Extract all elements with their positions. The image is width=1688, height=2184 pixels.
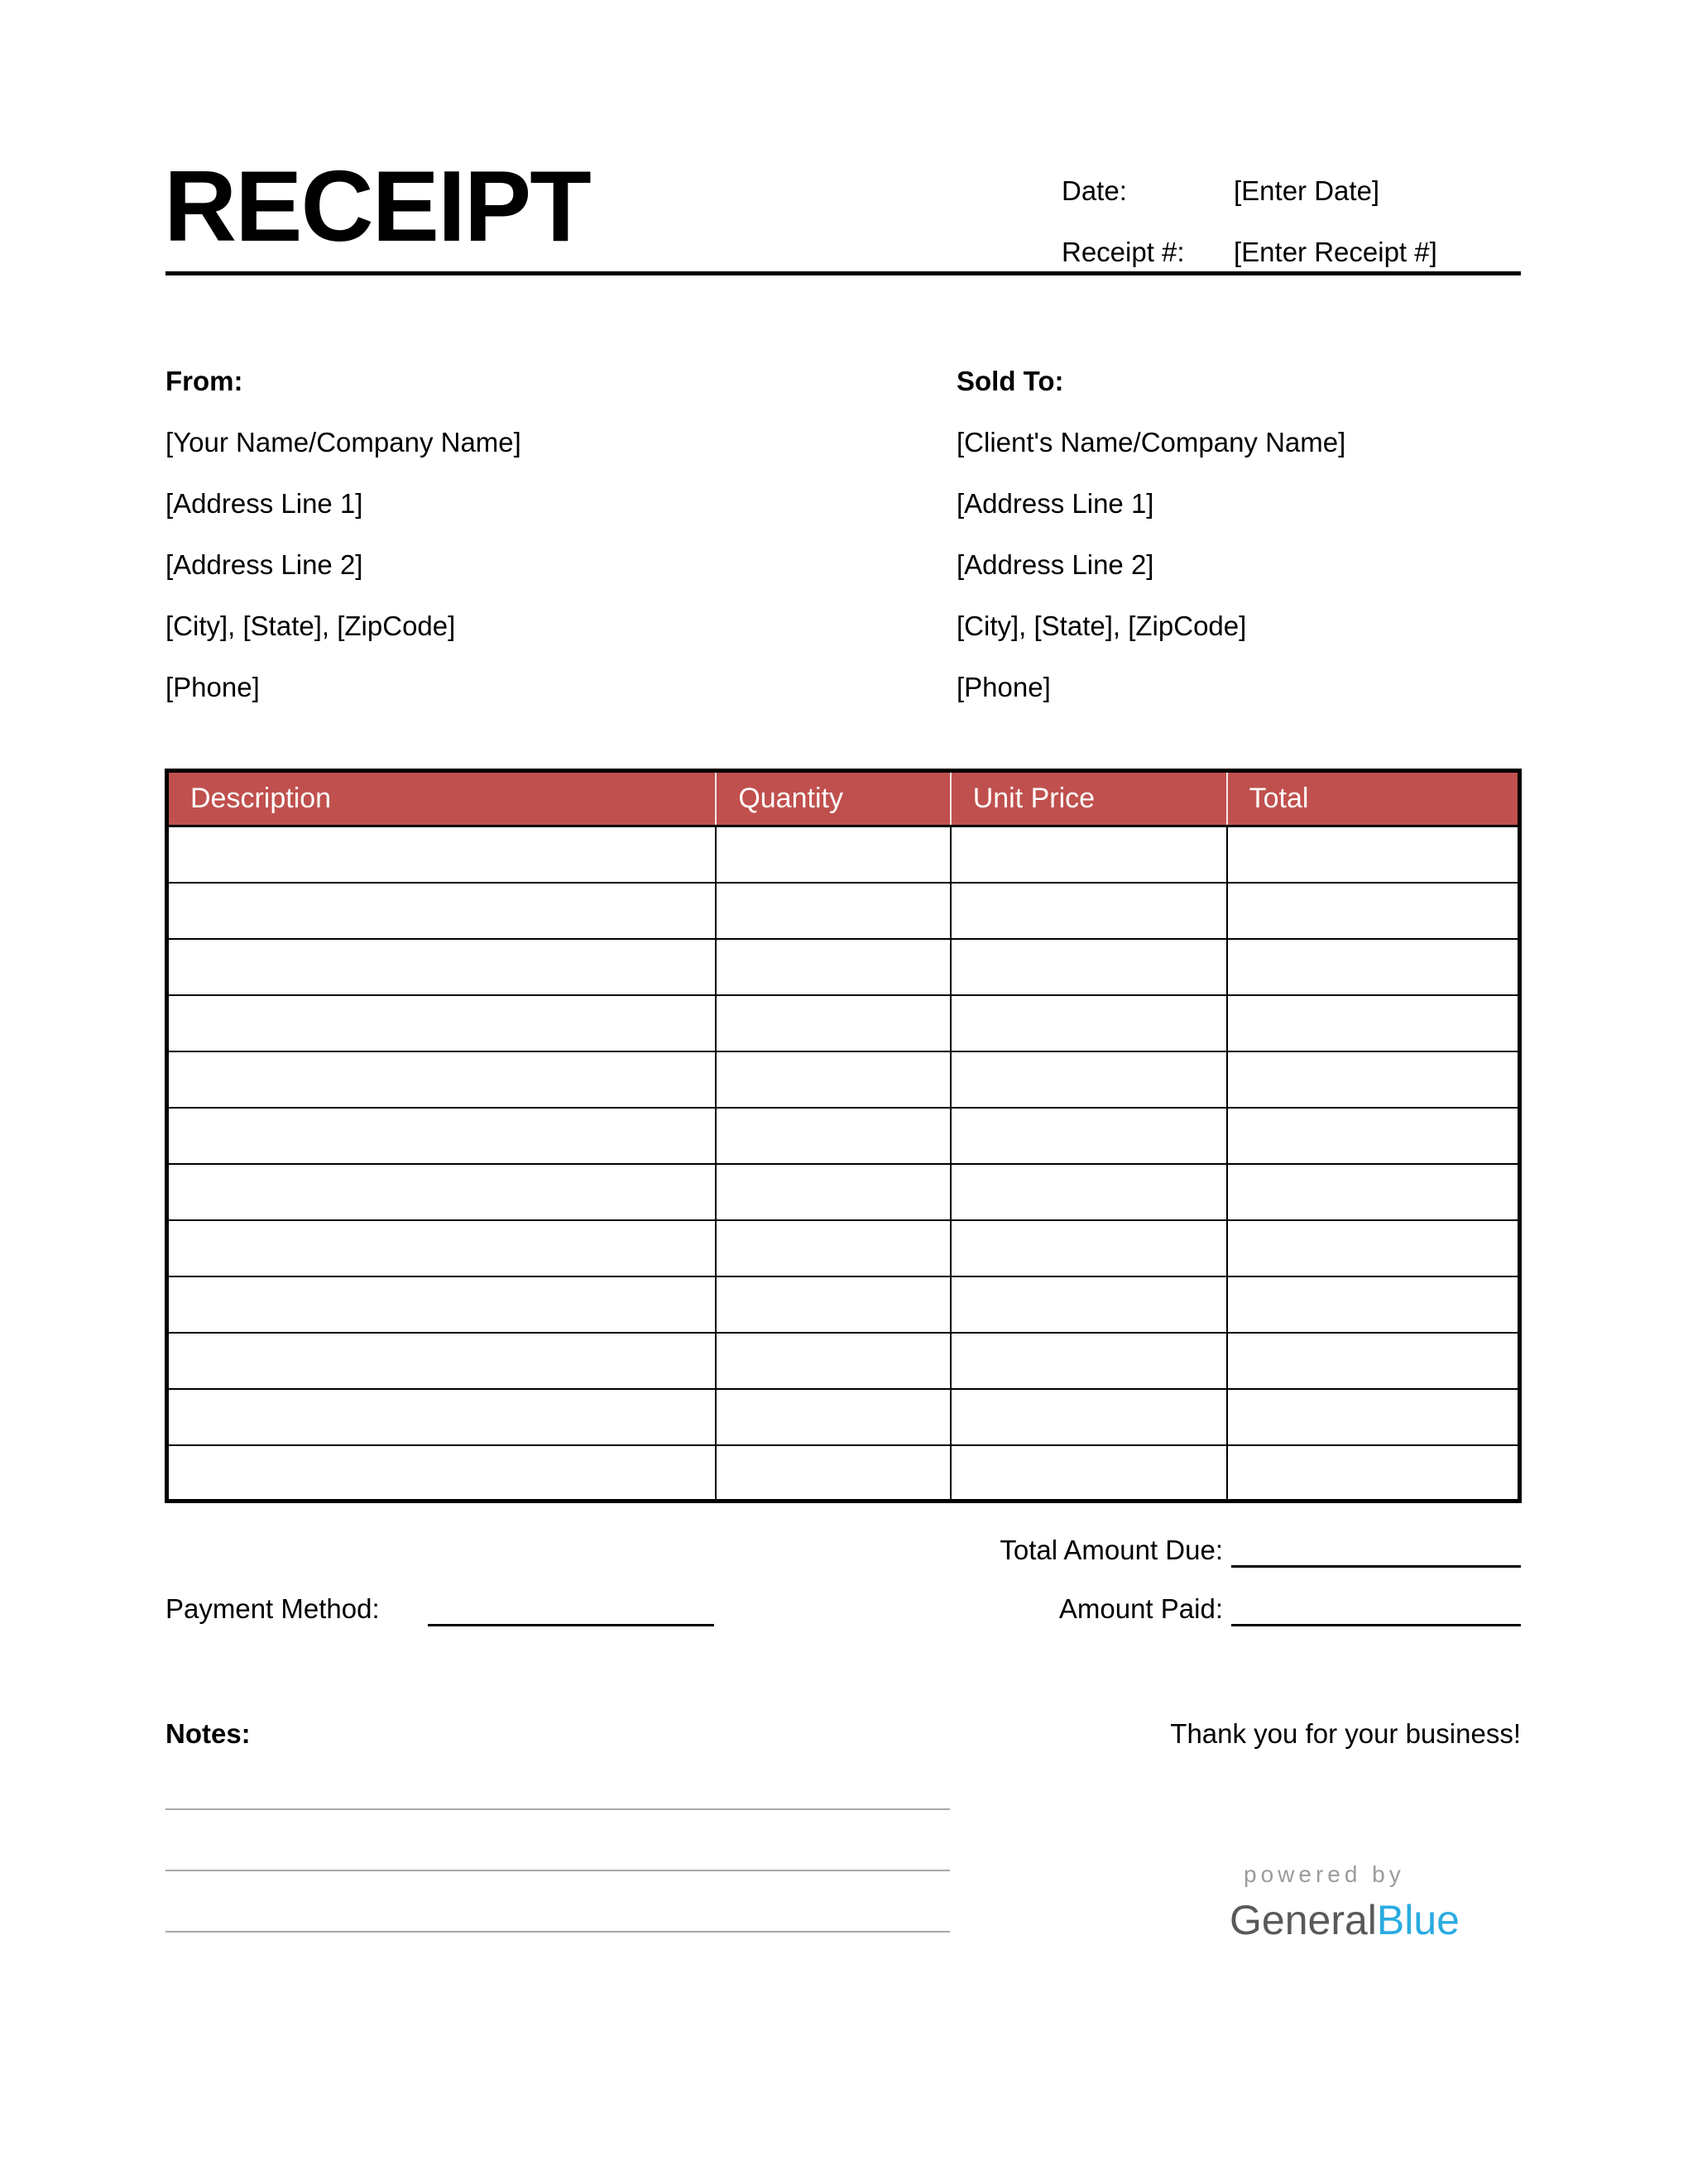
table-cell[interactable] [167, 1164, 717, 1220]
thank-you-message: Thank you for your business! [1170, 1718, 1521, 1749]
notes-ruled-line[interactable] [165, 1931, 950, 1933]
table-cell[interactable] [167, 1220, 717, 1276]
table-cell[interactable] [1227, 939, 1520, 995]
total-amount-due-field[interactable] [1231, 1533, 1521, 1568]
table-cell[interactable] [716, 1276, 950, 1333]
table-cell[interactable] [167, 1051, 717, 1108]
table-cell[interactable] [951, 939, 1227, 995]
table-cell[interactable] [716, 1108, 950, 1164]
table-cell[interactable] [951, 1445, 1227, 1502]
table-cell[interactable] [951, 1333, 1227, 1389]
amount-paid-field[interactable] [1231, 1592, 1521, 1626]
table-empty-row [167, 1276, 1520, 1333]
sold-to-address2-field[interactable]: [Address Line 2] [957, 549, 1154, 580]
page-title: RECEIPT [164, 150, 590, 262]
table-cell[interactable] [1227, 1220, 1520, 1276]
table-cell[interactable] [951, 1051, 1227, 1108]
column-header-description: Description [167, 771, 717, 826]
table-cell[interactable] [1227, 1276, 1520, 1333]
date-value-field[interactable]: [Enter Date] [1234, 175, 1380, 206]
receipt-number-label: Receipt #: [1062, 237, 1185, 267]
sold-to-city-field[interactable]: [City], [State], [ZipCode] [957, 611, 1247, 641]
table-cell[interactable] [1227, 1445, 1520, 1502]
brand-blue-text: Blue [1376, 1897, 1460, 1943]
table-cell[interactable] [1227, 826, 1520, 883]
table-empty-row [167, 1333, 1520, 1389]
table-empty-row [167, 1108, 1520, 1164]
table-cell[interactable] [1227, 1051, 1520, 1108]
table-cell[interactable] [951, 1276, 1227, 1333]
table-empty-row [167, 939, 1520, 995]
payment-method-label: Payment Method: [165, 1593, 380, 1624]
table-cell[interactable] [167, 826, 717, 883]
table-cell[interactable] [1227, 995, 1520, 1051]
from-name-field[interactable]: [Your Name/Company Name] [165, 427, 521, 457]
table-cell[interactable] [1227, 1164, 1520, 1220]
table-cell[interactable] [167, 1108, 717, 1164]
table-empty-row [167, 1445, 1520, 1502]
table-cell[interactable] [1227, 1389, 1520, 1445]
table-cell[interactable] [716, 1389, 950, 1445]
table-cell[interactable] [951, 1389, 1227, 1445]
table-cell[interactable] [716, 1164, 950, 1220]
general-blue-logo [1230, 1896, 1460, 1944]
from-city-field[interactable]: [City], [State], [ZipCode] [165, 611, 456, 641]
from-address2-field[interactable]: [Address Line 2] [165, 549, 363, 580]
table-cell[interactable] [951, 826, 1227, 883]
table-cell[interactable] [1227, 1333, 1520, 1389]
table-cell[interactable] [716, 826, 950, 883]
payment-method-field[interactable] [428, 1592, 714, 1626]
table-cell[interactable] [716, 1333, 950, 1389]
table-cell[interactable] [951, 1164, 1227, 1220]
table-empty-row [167, 883, 1520, 939]
table-header-row [167, 771, 1520, 826]
table-empty-row [167, 1051, 1520, 1108]
column-header-quantity: Quantity [716, 771, 950, 826]
table-cell[interactable] [951, 995, 1227, 1051]
table-empty-row [167, 995, 1520, 1051]
date-label: Date: [1062, 175, 1127, 206]
table-cell[interactable] [716, 1220, 950, 1276]
column-header-unit-price: Unit Price [951, 771, 1227, 826]
receipt-table-body [167, 826, 1520, 1502]
table-cell[interactable] [167, 939, 717, 995]
column-header-total: Total [1227, 771, 1520, 826]
sold-to-phone-field[interactable]: [Phone] [957, 672, 1051, 702]
sold-to-label: Sold To: [957, 366, 1064, 396]
powered-by-text: powered by [1244, 1861, 1405, 1887]
sold-to-name-field[interactable]: [Client's Name/Company Name] [957, 427, 1346, 457]
receipt-number-field[interactable]: [Enter Receipt #] [1234, 237, 1437, 267]
from-label: From: [165, 366, 243, 396]
table-cell[interactable] [951, 883, 1227, 939]
table-empty-row [167, 826, 1520, 883]
from-address1-field[interactable]: [Address Line 1] [165, 488, 363, 519]
table-cell[interactable] [167, 1445, 717, 1502]
table-cell[interactable] [951, 1220, 1227, 1276]
notes-lines [165, 1808, 950, 1992]
notes-ruled-line[interactable] [165, 1870, 950, 1871]
notes-ruled-line[interactable] [165, 1808, 950, 1810]
notes-label: Notes: [165, 1718, 251, 1749]
table-cell[interactable] [167, 995, 717, 1051]
brand-general-text: General [1230, 1897, 1377, 1943]
table-cell[interactable] [1227, 883, 1520, 939]
from-section [165, 351, 521, 718]
table-empty-row [167, 1389, 1520, 1445]
from-phone-field[interactable]: [Phone] [165, 672, 260, 702]
table-cell[interactable] [1227, 1108, 1520, 1164]
table-empty-row [167, 1164, 1520, 1220]
table-empty-row [167, 1220, 1520, 1276]
table-cell[interactable] [951, 1108, 1227, 1164]
sold-to-address1-field[interactable]: [Address Line 1] [957, 488, 1154, 519]
table-cell[interactable] [716, 995, 950, 1051]
table-cell[interactable] [167, 1333, 717, 1389]
table-cell[interactable] [167, 1276, 717, 1333]
sold-to-section [957, 351, 1345, 718]
table-cell[interactable] [716, 1445, 950, 1502]
amount-paid-label: Amount Paid: [1058, 1593, 1223, 1624]
total-amount-due-label: Total Amount Due: [1000, 1535, 1223, 1565]
table-cell[interactable] [716, 1051, 950, 1108]
table-cell[interactable] [716, 939, 950, 995]
header-divider [165, 271, 1521, 275]
items-table [165, 769, 1522, 1503]
table-cell[interactable] [167, 1389, 717, 1445]
table-cell[interactable] [716, 883, 950, 939]
table-cell[interactable] [167, 883, 717, 939]
